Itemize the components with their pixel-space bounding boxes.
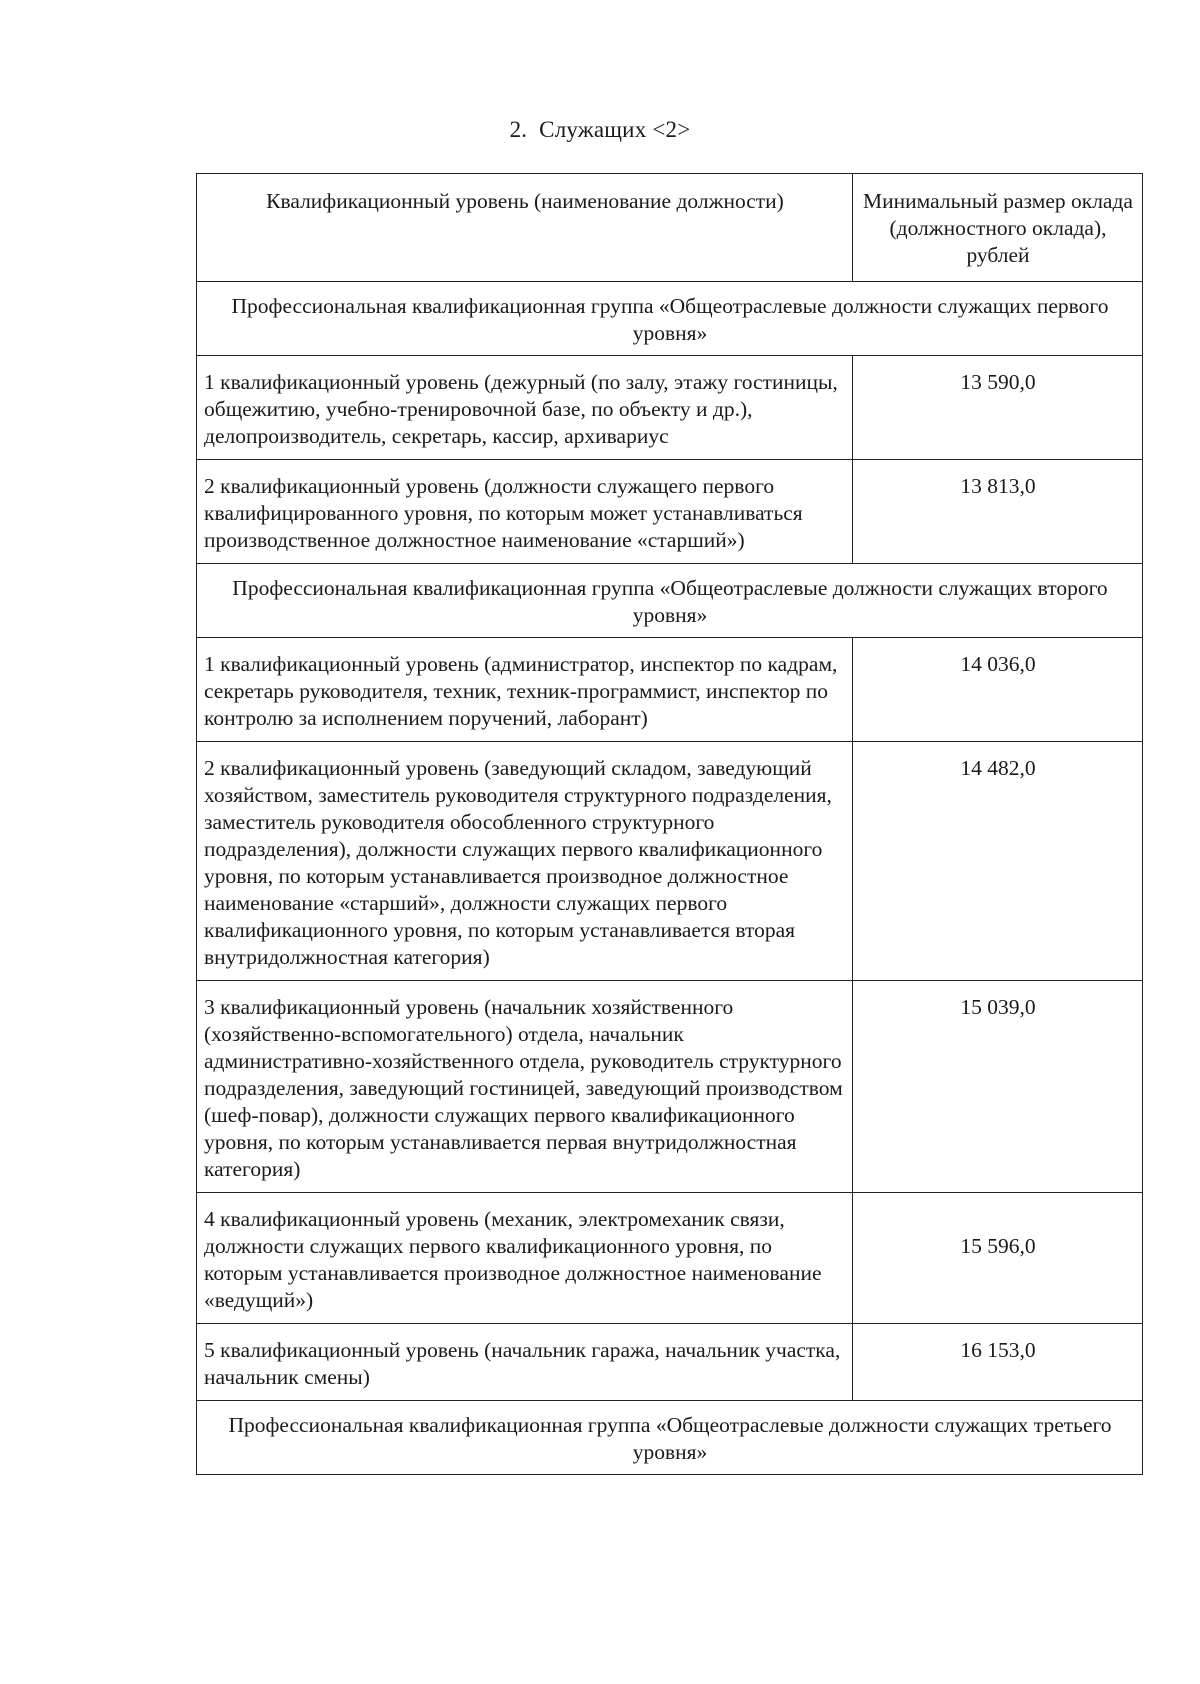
table-row xyxy=(197,460,1143,564)
level-salary: 13 813,0 xyxy=(853,460,1143,564)
table-row xyxy=(197,638,1143,742)
group-row xyxy=(197,1401,1143,1475)
level-description: 5 квалификационный уровень (начальник гаража, начальник участка, начальник смены) xyxy=(197,1324,853,1401)
table-row xyxy=(197,356,1143,460)
table-row xyxy=(197,742,1143,981)
level-salary: 13 590,0 xyxy=(853,356,1143,460)
header-position-name: Квалификационный уровень (наименование должности) xyxy=(197,174,853,282)
table-header-row xyxy=(197,174,1143,282)
level-description: 2 квалификационный уровень (должности служащего первого квалифицированного уровня, по которым может устанавливаться производственное должностное наименование «старший») xyxy=(197,460,853,564)
level-salary: 15 596,0 xyxy=(853,1193,1143,1324)
group-title: Профессиональная квалификационная группа «Общеотраслевые должности служащих третьего уровня» xyxy=(197,1401,1143,1475)
level-description: 1 квалификационный уровень (администратор, инспектор по кадрам, секретарь руководителя, техник, техник-программист, инспектор по контролю за исполнением поручений, лаборант) xyxy=(197,638,853,742)
page-heading: 2. Служащих <2> xyxy=(509,117,691,142)
group-row xyxy=(197,282,1143,356)
table-row xyxy=(197,981,1143,1193)
level-salary: 14 036,0 xyxy=(853,638,1143,742)
header-minimum-salary: Минимальный размер оклада (должностного оклада), рублей xyxy=(853,174,1143,282)
level-description: 2 квалификационный уровень (заведующий складом, заведующий хозяйством, заместитель руководителя структурного подразделения, заместитель руководителя обособленного структурного подразделения), должности служащих первого квалификационного уровня, по которым устанавливается производное должностное наименование «старший», должности служащих первого квалификационного уровня, по которым устанавливается вторая внутридолжностная категория) xyxy=(197,742,853,981)
level-salary: 15 039,0 xyxy=(853,981,1143,1193)
group-title: Профессиональная квалификационная группа «Общеотраслевые должности служащих второго уровня» xyxy=(197,564,1143,638)
level-salary: 14 482,0 xyxy=(853,742,1143,981)
level-description: 4 квалификационный уровень (механик, электромеханик связи, должности служащих первого квалификационного уровня, по которым устанавливается производное должностное наименование «ведущий») xyxy=(197,1193,853,1324)
group-row xyxy=(197,564,1143,638)
level-description: 1 квалификационный уровень (дежурный (по залу, этажу гостиницы, общежитию, учебно-тренировочной базе, по объекту и др.), делопроизводитель, секретарь, кассир, архивариус xyxy=(197,356,853,460)
level-description: 3 квалификационный уровень (начальник хозяйственного (хозяйственно-вспомогательного) отдела, начальник административно-хозяйственного отдела, руководитель структурного подразделения, заведующий гостиницей, заведующий производством (шеф-повар), должности служащих первого квалификационного уровня, по которым устанавливается первая внутридолжностная категория) xyxy=(197,981,853,1193)
table-row xyxy=(197,1193,1143,1324)
group-title: Профессиональная квалификационная группа «Общеотраслевые должности служащих первого уровня» xyxy=(197,282,1143,356)
salary-table xyxy=(196,173,1143,1475)
level-salary: 16 153,0 xyxy=(853,1324,1143,1401)
table-row xyxy=(197,1324,1143,1401)
